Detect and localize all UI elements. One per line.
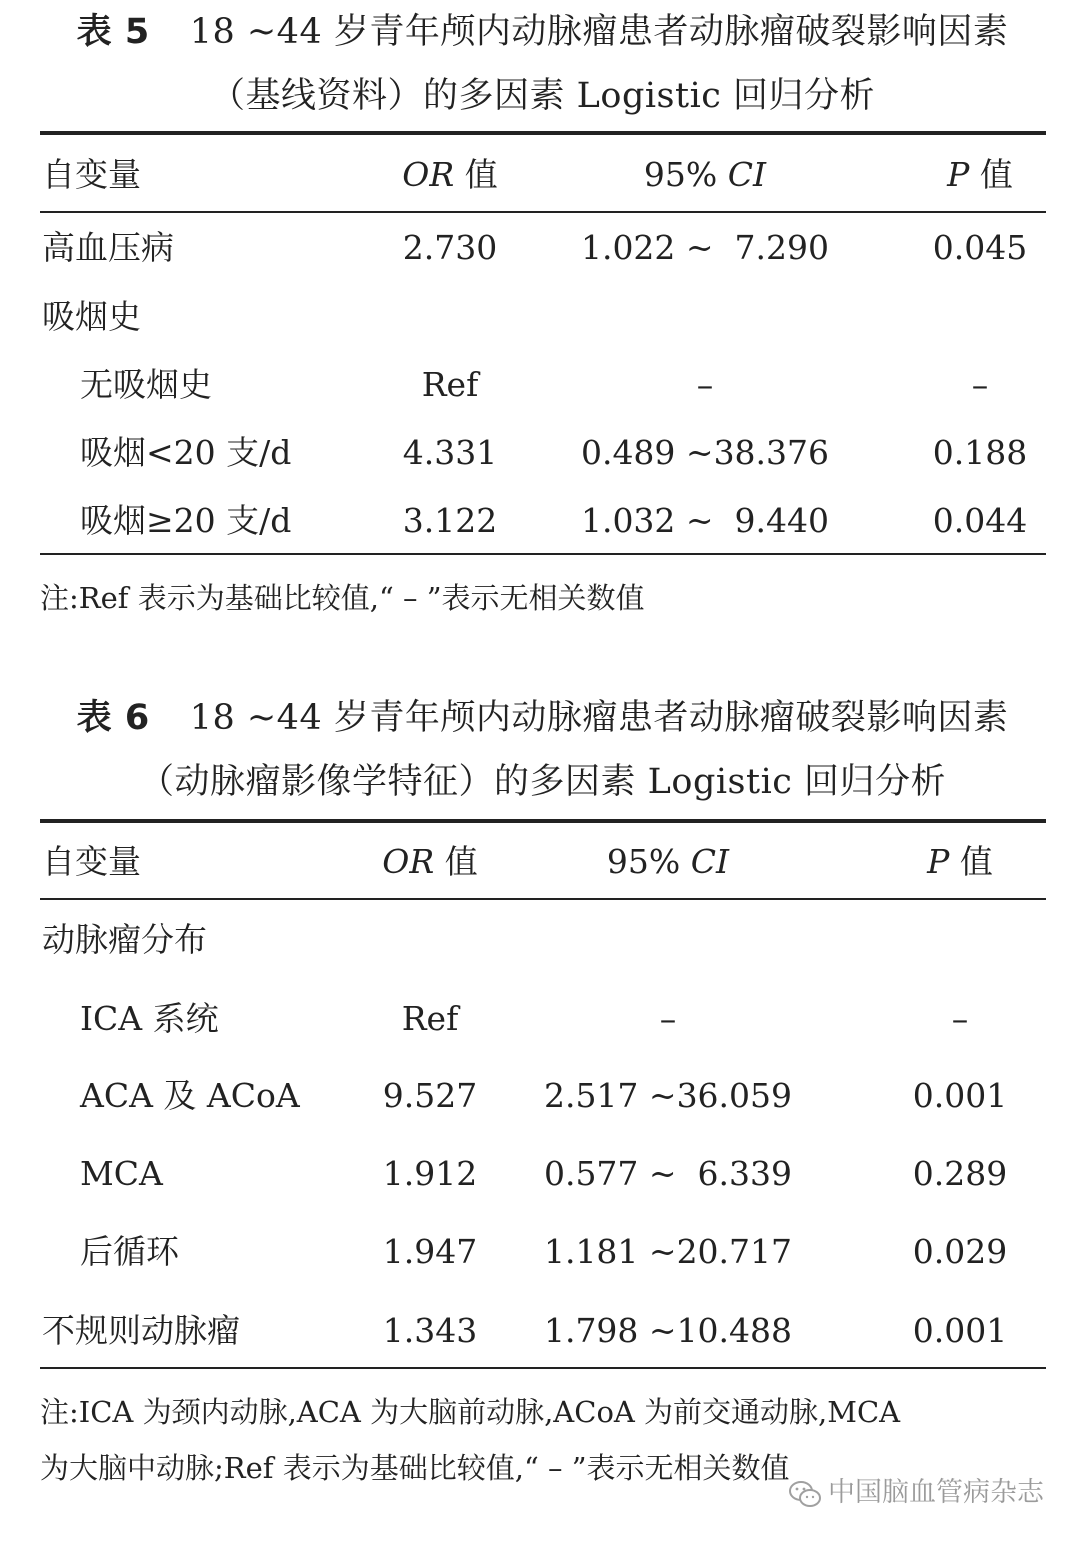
row-variable: 吸烟<20 支/d [80, 433, 292, 472]
row-ci: 1.032 ~ 9.440 [580, 501, 830, 540]
table6-header-ci: 95% CI [606, 842, 730, 881]
table-row [40, 1066, 1046, 1126]
row-p: 0.029 [912, 1232, 1008, 1271]
table6-top-rule [40, 819, 1046, 823]
table5-header-row [40, 145, 1046, 205]
row-p: – [971, 365, 989, 404]
row-variable: ACA 及 ACoA [80, 1076, 300, 1115]
table-row [40, 423, 1046, 483]
row-ci: 2.517 ~36.059 [543, 1076, 793, 1115]
row-variable: 吸烟史 [42, 297, 141, 336]
table-row [40, 1222, 1046, 1282]
row-or: Ref [421, 365, 479, 404]
table5-title-line2: （基线资料）的多因素 Logistic 回归分析 [210, 76, 875, 116]
table6-note-line2: 为大脑中动脉;Ref 表示为基础比较值,“ – ”表示无相关数值 [40, 1451, 790, 1485]
table5-caption [40, 0, 1045, 128]
table5-bottom-rule [40, 553, 1046, 555]
table5-header-ci: 95% CI [643, 155, 767, 194]
row-variable: 高血压病 [42, 228, 174, 267]
table6-header-rule [40, 898, 1046, 900]
row-ci: 1.798 ~10.488 [543, 1311, 793, 1350]
table5-header-rule [40, 211, 1046, 213]
table-row [40, 287, 1046, 347]
table6-title-line1: 18 ~44 岁青年颅内动脉瘤患者动脉瘤破裂影响因素 [189, 698, 1009, 738]
table-row [40, 989, 1046, 1049]
table6-header-var: 自变量 [42, 842, 141, 881]
row-or: 2.730 [402, 228, 498, 267]
row-p: 0.045 [932, 228, 1028, 267]
table5-title-line1: 18 ~44 岁青年颅内动脉瘤患者动脉瘤破裂影响因素 [189, 12, 1009, 52]
table-row [40, 355, 1046, 415]
row-p: 0.044 [932, 501, 1028, 540]
row-p: 0.188 [932, 433, 1028, 472]
row-or: 1.343 [382, 1311, 478, 1350]
row-p: 0.001 [912, 1076, 1008, 1115]
row-variable: 动脉瘤分布 [42, 920, 207, 959]
row-or: 3.122 [402, 501, 498, 540]
row-ci: 1.022 ~ 7.290 [580, 228, 830, 267]
row-p: – [951, 999, 969, 1038]
row-variable: 无吸烟史 [80, 365, 212, 404]
row-variable: ICA 系统 [80, 999, 219, 1038]
table-row [40, 1301, 1046, 1361]
row-p: 0.289 [912, 1154, 1008, 1193]
table6-title-line2: （动脉瘤影像学特征）的多因素 Logistic 回归分析 [139, 762, 946, 802]
table-row [40, 218, 1046, 278]
row-ci: 1.181 ~20.717 [543, 1232, 793, 1271]
watermark-text: 中国脑血管病杂志 [828, 1477, 1044, 1508]
table-row [40, 910, 1046, 970]
row-p: 0.001 [912, 1311, 1008, 1350]
table5-header-p: P 值 [947, 155, 1013, 194]
row-or: Ref [401, 999, 459, 1038]
row-or: 4.331 [402, 433, 498, 472]
table5-label: 表 5 [76, 12, 150, 52]
table5-header-or: OR 值 [402, 155, 498, 194]
table6-header-or: OR 值 [382, 842, 478, 881]
row-variable: 不规则动脉瘤 [42, 1311, 240, 1350]
row-variable: MCA [80, 1154, 163, 1193]
table6-header-p: P 值 [927, 842, 993, 881]
table5-header-var: 自变量 [42, 155, 141, 194]
table6-bottom-rule [40, 1367, 1046, 1369]
table-row [40, 491, 1046, 551]
watermark [788, 1468, 1044, 1518]
table5-note: 注:Ref 表示为基础比较值,“ – ”表示无相关数值 [40, 581, 645, 615]
row-ci: 0.489 ~38.376 [580, 433, 830, 472]
row-ci: 0.577 ~ 6.339 [543, 1154, 793, 1193]
row-or: 1.947 [382, 1232, 478, 1271]
wechat-icon [788, 1479, 822, 1509]
table-row [40, 1144, 1046, 1204]
row-variable: 后循环 [80, 1232, 179, 1271]
table6-header-row [40, 832, 1046, 892]
table6-label: 表 6 [76, 698, 150, 738]
table6-note-line1: 注:ICA 为颈内动脉,ACA 为大脑前动脉,ACoA 为前交通动脉,MCA [40, 1395, 901, 1429]
table6-caption [40, 686, 1045, 814]
row-or: 9.527 [382, 1076, 478, 1115]
row-or: 1.912 [382, 1154, 478, 1193]
row-variable: 吸烟≥20 支/d [80, 501, 292, 540]
row-ci: – [696, 365, 714, 404]
table5-top-rule [40, 131, 1046, 135]
row-ci: – [659, 999, 677, 1038]
